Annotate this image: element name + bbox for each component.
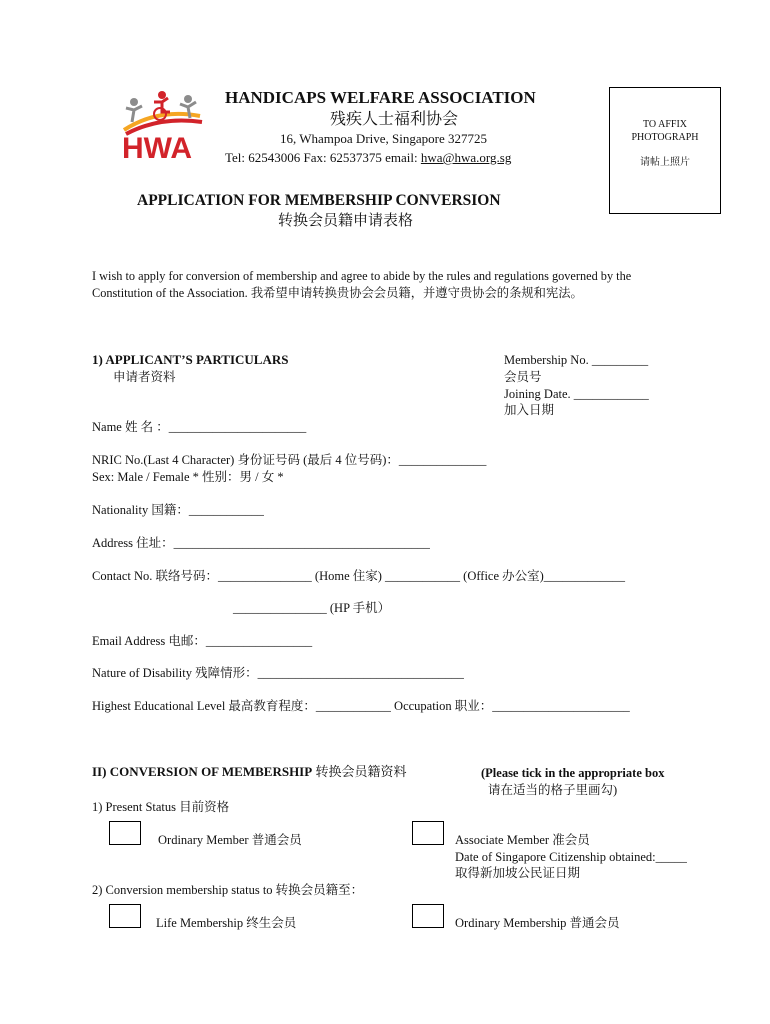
intro-line-2: Constitution of the Association. 我希望申请转换贵协会会员籍，并遵守贵协会的条规和宪法。: [92, 286, 583, 300]
citizenship-date-cn: 取得新加坡公民证日期: [455, 866, 581, 880]
org-name: HANDICAPS WELFARE ASSOCIATION: [225, 88, 536, 107]
membership-no-cn: 会员号: [504, 370, 542, 384]
hwa-logo: [118, 90, 210, 170]
sex-field[interactable]: Sex: Male / Female * 性别：男 / 女 *: [92, 470, 284, 484]
tick-note: (Please tick in the appropriate box: [481, 766, 665, 780]
life-membership-checkbox[interactable]: [109, 904, 141, 928]
name-field[interactable]: Name 姓 名 ：______________________: [92, 420, 307, 434]
tick-note-cn: 请在适当的格子里画勾): [488, 783, 618, 797]
ordinary-member-checkbox[interactable]: [109, 821, 141, 845]
contact-field[interactable]: Contact No. 联络号码：_______________ (Home 住家) ____________ (Office 办公室)_____________: [92, 569, 626, 583]
membership-no-field[interactable]: Membership No. _________: [504, 353, 649, 367]
photo-line2: PHOTOGRAPH: [631, 132, 699, 143]
org-name-cn: 残疾人士福利协会: [330, 111, 459, 128]
section2-heading-cn: 转换会员籍资料: [315, 764, 407, 779]
contact-prefix: Tel: 62543006 Fax: 62537375 email:: [225, 150, 421, 165]
section1-heading-cn: 申请者资料: [113, 370, 176, 384]
org-address: 16, Whampoa Drive, Singapore 327725: [280, 131, 487, 146]
associate-member-checkbox[interactable]: [412, 821, 444, 845]
present-status-label: 1) Present Status 目前资格: [92, 800, 230, 814]
org-contact: [225, 150, 511, 166]
nationality-field[interactable]: Nationality 国籍：____________: [92, 503, 264, 517]
disability-field[interactable]: Nature of Disability 残障情形：_________________________________: [92, 666, 464, 680]
citizenship-date-field[interactable]: Date of Singapore Citizenship obtained:_____: [455, 850, 687, 864]
email-link[interactable]: hwa@hwa.org.sg: [420, 150, 512, 165]
conversion-status-label: 2) Conversion membership status to 转换会员籍至：: [92, 883, 364, 897]
ordinary-member-label: Ordinary Member 普通会员: [158, 833, 302, 847]
education-occupation-field[interactable]: Highest Educational Level 最高教育程度：____________ Occupation 职业：______________________: [92, 699, 630, 713]
logo-text: HWA: [122, 132, 192, 165]
section2-heading-en: II) CONVERSION OF MEMBERSHIP: [92, 764, 313, 779]
email-field[interactable]: Email Address 电邮：_________________: [92, 634, 313, 648]
form-title-cn: 转换会员籍申请表格: [278, 213, 414, 229]
form-title: APPLICATION FOR MEMBERSHIP CONVERSION: [137, 192, 501, 209]
associate-member-label: Associate Member 准会员: [455, 833, 590, 847]
joining-date-field[interactable]: Joining Date. ____________: [504, 387, 649, 401]
intro-line-1: I wish to apply for conversion of membership and agree to abide by the rules and regulations governed by the: [92, 269, 632, 283]
ordinary-membership-label: Ordinary Membership 普通会员: [455, 916, 620, 930]
photo-line1: TO AFFIX: [643, 119, 687, 130]
hwa-figures-icon: [118, 90, 210, 138]
ordinary-membership-checkbox[interactable]: [412, 904, 444, 928]
hp-field[interactable]: _______________ (HP 手机）: [233, 601, 391, 615]
joining-date-cn: 加入日期: [504, 403, 555, 417]
address-field[interactable]: Address 住址：_________________________________________: [92, 536, 430, 550]
nric-field[interactable]: NRIC No.(Last 4 Character) 身份证号码 (最后 4 位号码)：______________: [92, 453, 487, 467]
life-membership-label: Life Membership 终生会员: [156, 916, 297, 930]
section1-heading: 1) APPLICANT’S PARTICULARS: [92, 352, 289, 367]
photo-cn: 请帖上照片: [640, 157, 690, 168]
section2-heading: [92, 764, 406, 780]
photo-box[interactable]: [609, 87, 721, 214]
